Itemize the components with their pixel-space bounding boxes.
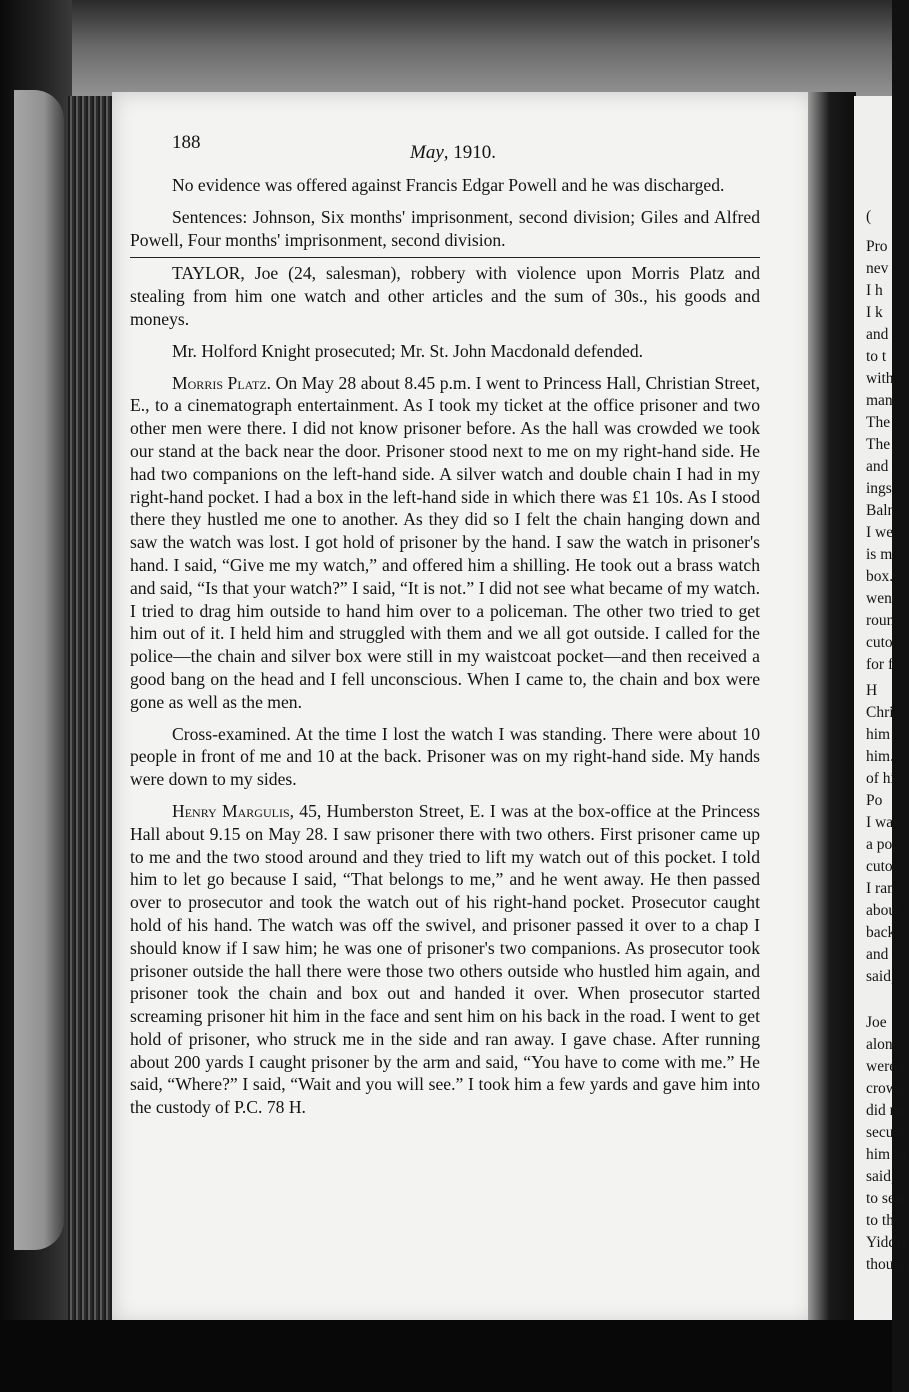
paragraph-indictment: TAYLOR, Joe (24, salesman), robbery with violence upon Morris Platz and stealing from him one watch and other articles and the sum of 30s., his goods and moneys. xyxy=(130,263,760,329)
facing-page-line: cuto xyxy=(866,634,893,651)
facing-page-line: Yiddis xyxy=(866,1234,907,1251)
facing-page-line: him to xyxy=(866,1146,907,1163)
facing-page-line: ings xyxy=(866,480,892,497)
facing-page-line: alone. xyxy=(866,1036,904,1053)
facing-page-line: went xyxy=(866,590,897,607)
facing-page-line: a pol xyxy=(866,836,897,853)
witness-name-platz: Morris Platz. xyxy=(172,372,272,393)
facing-page-line: I k xyxy=(866,304,883,321)
facing-page-line: I we xyxy=(866,524,894,541)
page-body xyxy=(130,174,760,1119)
paragraph-discharge: No evidence was offered against Francis Edgar Powell and he was discharged. xyxy=(172,175,725,195)
header-month: May xyxy=(410,142,444,163)
facing-page-line: to sear xyxy=(866,1190,907,1207)
header-year: , 1910. xyxy=(443,142,497,163)
facing-page-line: The xyxy=(866,436,891,453)
facing-page-line: I h xyxy=(866,282,883,299)
witness-name-margulis: Henry Margulis xyxy=(172,800,290,821)
facing-page-line: back, xyxy=(866,924,900,941)
facing-page-line: about xyxy=(866,902,901,919)
bottom-shadow xyxy=(0,1320,892,1392)
paragraph-margulis-testimony xyxy=(130,800,760,1119)
book-gutter xyxy=(808,92,856,1324)
facing-page-line: Pro xyxy=(866,238,888,255)
facing-page-line: and xyxy=(866,326,889,343)
facing-page-line: with xyxy=(866,370,894,387)
margulis-testimony-text: , 45, Humberston Street, E. I was at the box-office at the Princess Hall about 9.15 on May 28. I saw prisoner there with two others. First prisoner came up to me and the two stood around and they tried to lift my watch out of this pocket. I told him to let go because I said, “That belongs to me,” and he went away. He then passed over to prosecutor and took the watch out of his right-hand pocket. Prosecutor caught hold of his hand. The watch was off the swivel, and prisoner passed it over to a chap I should know if I saw him; he was one of prisoner's two companions. As prosecutor took prisoner outside the hall there were those two others outside who hustled him again, and prisoner took the chain and box out and handed it over. When prosecutor started screaming prisoner hit him in the face and sent him on his back in the road. I went to get hold of prisoner, who struck me in the side and ran away. I gave chase. After running about 200 yards I caught prisoner by the arm and said, “You have to come with me.” He said, “Where?” I said, “Wait and you will see.” I took him a few yards and gave him into the custody of P.C. 78 H. xyxy=(130,800,760,1118)
facing-page-line: said, “ xyxy=(866,1168,906,1185)
facing-page-line: nev xyxy=(866,260,889,277)
facing-page-line: Baln xyxy=(866,502,896,519)
facing-page-line: Po xyxy=(866,792,883,809)
facing-page-line: and xyxy=(866,946,889,963)
facing-page-line: were f xyxy=(866,1058,906,1075)
page-edges xyxy=(68,96,116,1321)
facing-page-line: The xyxy=(866,414,891,431)
facing-page-line: secuto xyxy=(866,1124,906,1141)
paragraph-cross-examined: Cross-examined. At the time I lost the watch I was standing. There were about 10 people in front of me and 10 at the back. Prisoner was on my right-hand side. My hands were down to my sides. xyxy=(130,723,760,790)
facing-page-line: for f xyxy=(866,656,894,673)
platz-testimony-text: On May 28 about 8.45 p.m. I went to Princess Hall, Christian Street, E., to a cinematograph entertainment. As I took my ticket at the office prisoner and two other men were there. I did not know prisoner before. As the hall was crowded we took our stand at the back near the door. Prisoner stood next to me on my right-hand side. He had two companions on the left-hand side. A silver watch and double chain I had in my right-hand pocket. I had a box in the left-hand side in which there was £1 10s. As I stood there they hustled me one to another. As they did so I felt the chain hanging down and saw the watch was lost. I got hold of prisoner by the hand. I saw the watch in prisoner's hand. I said, “Give me my watch,” and offered him a shilling. He took out a brass watch and said, “Is that your watch?” I said, “It is not.” I did not see what became of my watch. I tried to drag him outside to hand him over to a policeman. The other two tried to get him out of it. I held him and struggled with them and we all got outside. I called for the police—the chain and silver box were still in my waistcoat pocket—and then received a good bang on the head and I fell unconscious. When I came to, the chain and box were gone as well as the men. xyxy=(130,372,760,712)
facing-page-line: did no xyxy=(866,1102,906,1119)
facing-page-line: box. xyxy=(866,568,894,585)
top-shadow xyxy=(0,0,892,105)
paragraph-sentences: Sentences: Johnson, Six months' imprisonment, second division; Giles and Alfred Powell, Four months' imprisonment, second division. xyxy=(130,206,760,250)
facing-page-line: I was xyxy=(866,814,900,831)
facing-page-line: cutor xyxy=(866,858,898,875)
page-number: 188 xyxy=(172,132,201,153)
facing-page-line: I ran xyxy=(866,880,895,897)
facing-page-edge xyxy=(854,96,909,1328)
facing-page-line: is m xyxy=(866,546,893,563)
facing-page-line: H xyxy=(866,682,878,699)
facing-page-line: him. xyxy=(866,748,894,765)
header-date xyxy=(410,142,496,164)
paragraph-counsel: Mr. Holford Knight prosecuted; Mr. St. John Macdonald defended. xyxy=(172,340,644,361)
facing-page-line: though xyxy=(866,1256,909,1273)
facing-page-line: to t xyxy=(866,348,887,365)
previous-page-sliver xyxy=(14,90,64,1250)
facing-page-line: man xyxy=(866,392,893,409)
case-divider xyxy=(130,257,760,258)
facing-page-line: to the xyxy=(866,1212,901,1229)
facing-page-line: roun xyxy=(866,612,895,629)
running-header xyxy=(172,132,762,162)
facing-page-line: ( xyxy=(866,208,872,225)
facing-page-line: him xyxy=(866,726,891,743)
facing-page-line: Chri xyxy=(866,704,894,721)
facing-page-line: Joe xyxy=(866,1014,887,1031)
facing-page-line: said, xyxy=(866,968,895,985)
facing-page-line: and xyxy=(866,458,889,475)
facing-page-line: of hi xyxy=(866,770,895,787)
facing-page-line: crowd xyxy=(866,1080,905,1097)
paragraph-platz-testimony xyxy=(130,372,760,714)
